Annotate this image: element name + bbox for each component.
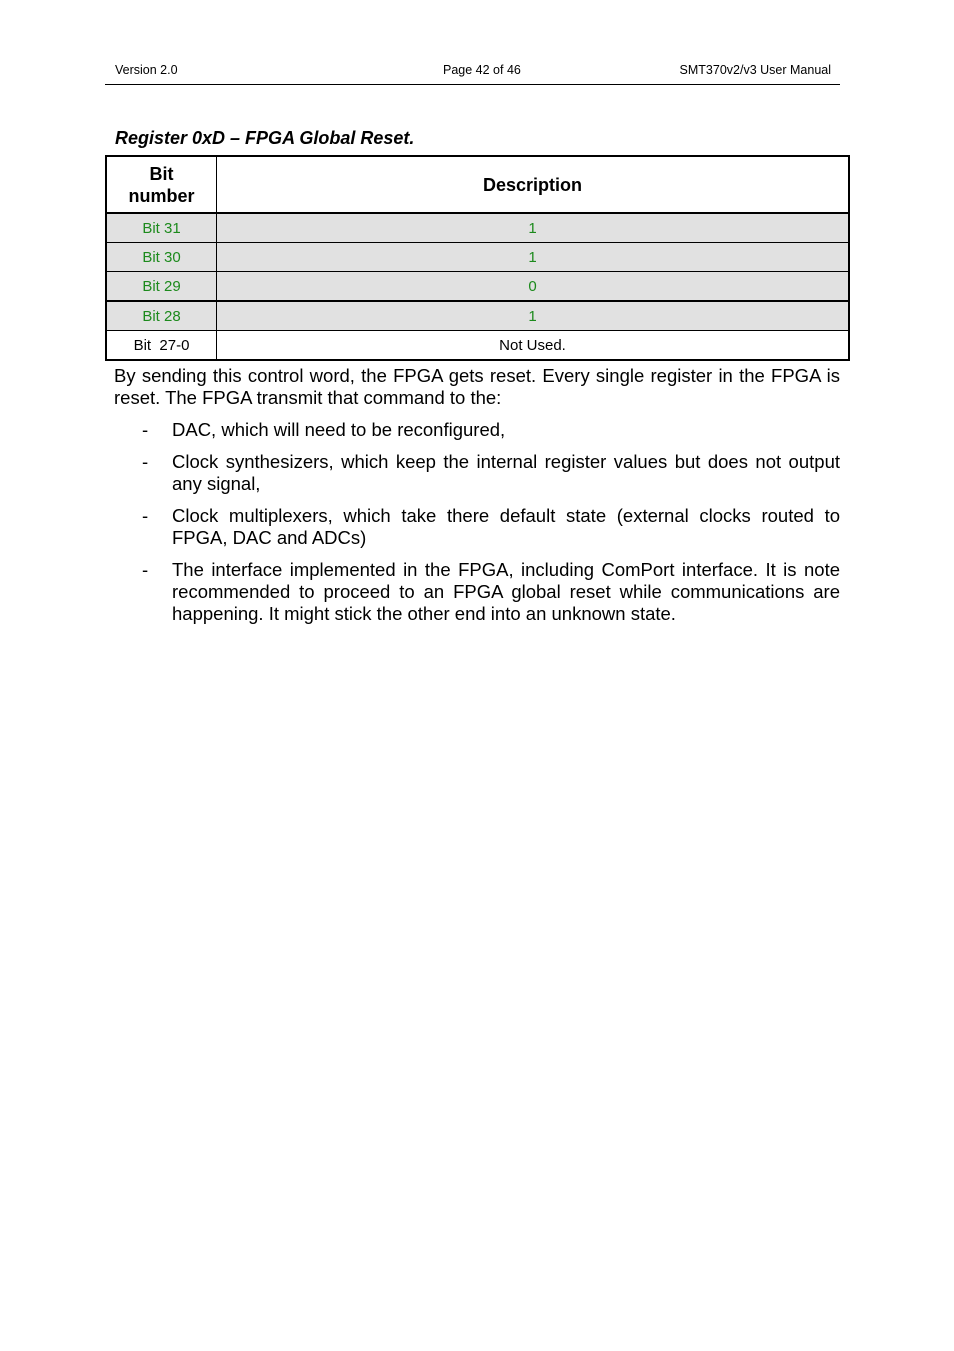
table-row bbox=[106, 272, 849, 302]
dash-marker: - bbox=[142, 505, 149, 526]
dash-marker: - bbox=[142, 419, 149, 440]
page-header bbox=[105, 62, 840, 85]
description-cell: 0 bbox=[217, 272, 850, 302]
bit-cell: Bit 31 bbox=[106, 213, 217, 243]
table-header-row bbox=[106, 156, 849, 213]
header-document-title: SMT370v2/v3 User Manual bbox=[679, 63, 831, 77]
description-cell: 1 bbox=[217, 243, 850, 272]
list-item-text: The interface implemented in the FPGA, including ComPort interface. It is note recommended to proceed to an FPGA global reset while communications are happening. It might stick the other end into an unknown state. bbox=[172, 559, 840, 624]
header-page-number: Page 42 of 46 bbox=[443, 63, 521, 77]
column-header-bit-label: Bit number bbox=[128, 163, 195, 206]
register-title: Register 0xD – FPGA Global Reset. bbox=[115, 128, 415, 148]
list-item-text: DAC, which will need to be reconfigured, bbox=[172, 419, 506, 440]
description-cell: 1 bbox=[217, 301, 850, 331]
table-row bbox=[106, 213, 849, 243]
list-item bbox=[114, 559, 840, 625]
bit-cell: Bit 27-0 bbox=[106, 331, 217, 361]
register-table bbox=[105, 155, 850, 361]
bit-cell: Bit 28 bbox=[106, 301, 217, 331]
list-item bbox=[114, 419, 840, 441]
list-item-text: Clock synthesizers, which keep the internal register values but does not output any signal, bbox=[172, 451, 840, 494]
list-item bbox=[114, 451, 840, 495]
dash-marker: - bbox=[142, 559, 149, 580]
list-item-text: Clock multiplexers, which take there default state (external clocks routed to FPGA, DAC and ADCs) bbox=[172, 505, 840, 548]
bit-cell: Bit 30 bbox=[106, 243, 217, 272]
column-header-bit-number bbox=[106, 156, 217, 213]
column-header-description: Description bbox=[217, 156, 850, 213]
description-cell: Not Used. bbox=[217, 331, 850, 361]
list-item bbox=[114, 505, 840, 549]
bit-cell: Bit 29 bbox=[106, 272, 217, 302]
table-row bbox=[106, 301, 849, 331]
table-row bbox=[106, 243, 849, 272]
reset-targets-list bbox=[114, 419, 840, 625]
table-row bbox=[106, 331, 849, 361]
header-version: Version 2.0 bbox=[115, 63, 178, 77]
dash-marker: - bbox=[142, 451, 149, 472]
description-cell: 1 bbox=[217, 213, 850, 243]
body-text bbox=[114, 365, 840, 635]
intro-paragraph: By sending this control word, the FPGA gets reset. Every single register in the FPGA is reset. The FPGA transmit that command to the: bbox=[114, 365, 840, 408]
